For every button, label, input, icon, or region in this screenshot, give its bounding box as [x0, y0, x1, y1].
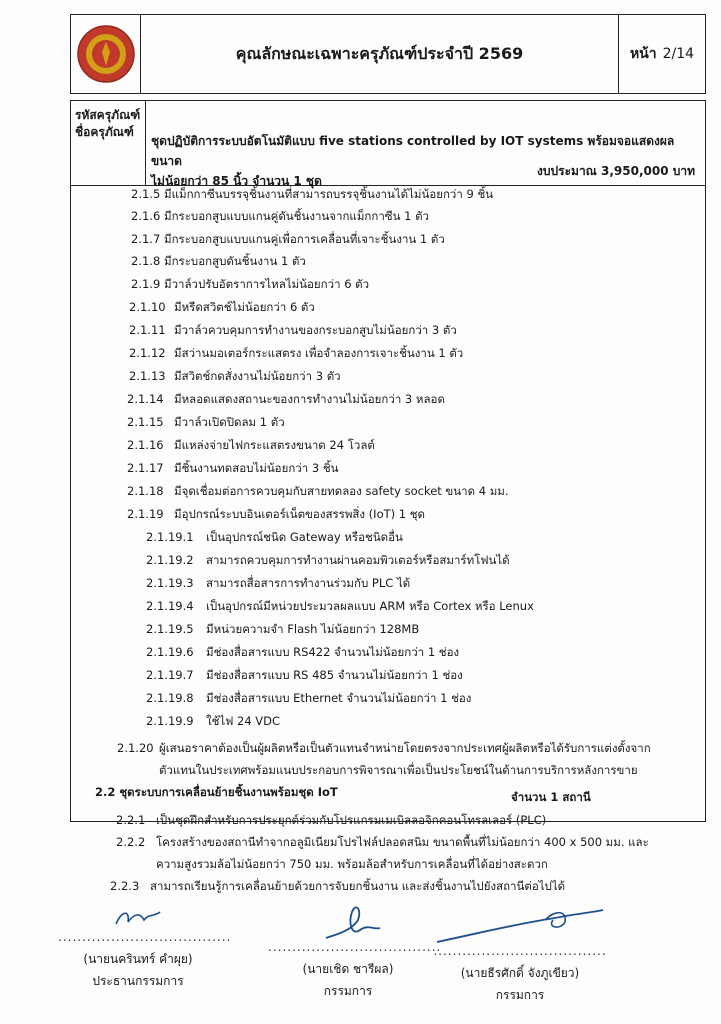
signature-line: .................................... [268, 940, 442, 954]
list-item-continuation: ความสูงรวมล้อไม่น้อยกว่า 750 มม. พร้อมล้อสำหรับการเคลื่อนที่ได้อย่างสะดวก [156, 857, 548, 871]
equipment-info-box [70, 100, 706, 186]
list-item: 2.2.1 เป็นชุดฝึกสำหรับการประยุกต์ร่วมกับโปรแกรมเมเบิลลอจิกคอนโทรลเลอร์ (PLC) [116, 813, 547, 827]
list-item: 2.1.20 ผู้เสนอราคาต้องเป็นผู้ผลิตหรือเป็นตัวแทนจำหน่ายโดยตรงจากประเทศผู้ผลิตหรือได้รับการแต่งตั้งจาก [117, 741, 651, 755]
list-item: 2.1.17 มีชิ้นงานทดสอบไม่น้อยกว่า 3 ชิ้น [127, 461, 339, 475]
signature-line: .................................... [433, 944, 607, 958]
sub-list-item: 2.1.19.5 มีหน่วยความจำ Flash ไม่น้อยกว่า 128MB [146, 622, 420, 636]
list-item: 2.1.15 มีวาล์วเปิดปิดลม 1 ตัว [127, 415, 285, 429]
sub-list-item: 2.1.19.9 ใช้ไฟ 24 VDC [146, 714, 281, 728]
page-indicator [619, 15, 705, 93]
list-item: 2.1.16 มีแหล่งจ่ายไฟกระแสตรงขนาด 24 โวลต์ [127, 438, 375, 452]
signature-line: .................................... [58, 930, 232, 944]
list-item: 2.1.10 มีหรีดสวิตช์ไม่น้อยกว่า 6 ตัว [129, 300, 315, 314]
signature-block-chair [58, 906, 232, 992]
list-item: 2.1.14 มีหลอดแสดงสถานะของการทำงานไม่น้อยกว่า 3 หลอด [127, 392, 445, 406]
sub-list-item: 2.1.19.2 สามารถควบคุมการทำงานผ่านคอมพิวเตอร์หรือสมาร์ทโฟนได้ [146, 553, 510, 567]
list-item: 2.1.18 มีจุดเชื่อมต่อการควบคุมกับสายทดลอง safety socket ขนาด 4 มม. [127, 484, 509, 498]
section-quantity: จำนวน 1 สถานี [511, 790, 591, 804]
sub-list-item: 2.1.19.6 มีช่องสื่อสารแบบ RS422 จำนวนไม่น้อยกว่า 1 ช่อง [146, 645, 460, 659]
sub-list-item: 2.1.19.1 เป็นอุปกรณ์ชนิด Gateway หรือชนิดอื่น [146, 530, 403, 544]
list-item: 2.1.9 มีวาล์วปรับอัตราการไหลไม่น้อยกว่า 6 ตัว [131, 277, 370, 291]
signature-block-member1 [268, 900, 442, 1002]
vocational-education-logo [76, 24, 136, 84]
list-item: 2.1.5 มีแม็กกาซีนบรรจุชิ้นงานที่สามารถบรรจุชิ้นงานได้ไม่น้อยกว่า 9 ชิ้น [131, 187, 494, 201]
budget-amount: งบประมาณ 3,950,000 บาท [537, 164, 695, 178]
list-item: 2.2.3 สามารถเรียนรู้การเคลื่อนย้ายด้วยการจับยกชิ้นงาน และส่งชิ้นงานไปยังสถานีต่อไปได้ [110, 879, 566, 893]
label-column [71, 101, 146, 185]
document-title: คุณลักษณะเฉพาะครุภัณฑ์ประจำปี 2569 [235, 43, 524, 63]
code-label: รหัสครุภัณฑ์ [75, 108, 141, 122]
signer-role: กรรมการ [495, 988, 545, 1002]
sub-list-item: 2.1.19.7 มีช่องสื่อสารแบบ RS 485 จำนวนไม่น้อยกว่า 1 ช่อง [146, 668, 463, 682]
sub-list-item: 2.1.19.4 เป็นอุปกรณ์มีหน่วยประมวลผลแบบ ARM หรือ Cortex หรือ Lenux [146, 599, 534, 613]
list-item: 2.1.12 มีสว่านมอเตอร์กระแสตรง เพื่อจำลองการเจาะชิ้นงาน 1 ตัว [129, 346, 464, 360]
title-cell [141, 15, 619, 93]
signer-role: กรรมการ [323, 984, 373, 998]
header-box [70, 14, 706, 94]
list-item: 2.1.19 มีอุปกรณ์ระบบอินเตอร์เน็ตของสรรพสิ่ง (IoT) 1 ชุด [127, 507, 426, 521]
sub-list-item: 2.1.19.8 มีช่องสื่อสารแบบ Ethernet จำนวนไม่น้อยกว่า 1 ช่อง [146, 691, 472, 705]
list-item: 2.1.11 มีวาล์วควบคุมการทำงานของกระบอกสูบไม่น้อยกว่า 3 ตัว [129, 323, 457, 337]
list-item-continuation: ตัวแทนในประเทศพร้อมแนบประกอบการพิจารณาเพื่อเป็นประโยชน์ในด้านการบริการหลังการขาย [159, 763, 638, 777]
list-item: 2.1.7 มีกระบอกสูบแบบแกนคู่เพื่อการเคลื่อนที่เจาะชิ้นงาน 1 ตัว [131, 232, 445, 246]
page-number: 2/14 [662, 46, 695, 62]
signature-block-member2 [430, 906, 610, 1006]
page-label: หน้า [629, 46, 657, 62]
signer-name: (นายนครินทร์ คำผุย) [83, 952, 193, 966]
spec-content [70, 186, 706, 822]
list-item: 2.1.8 มีกระบอกสูบดันชิ้นงาน 1 ตัว [131, 254, 306, 268]
equipment-name-line1: ชุดปฏิบัติการระบบอัตโนมัติแบบ five stations controlled by IOT systems พร้อมจอแสดงผลขนาด [151, 134, 675, 168]
equipment-name [151, 131, 697, 191]
signer-name: (นายเชิด ชารีผล) [302, 962, 394, 976]
list-item: 2.2.2 โครงสร้างของสถานีทำจากอลูมิเนียมโปรไฟล์ปลอดสนิม ขนาดพื้นที่ไม่น้อยกว่า 400 x 500 มม. และ [116, 835, 649, 849]
list-item: 2.1.6 มีกระบอกสูบแบบแกนคู่ดันชิ้นงานจากแม็กกาซีน 1 ตัว [131, 209, 430, 223]
list-item: 2.1.13 มีสวิตช์กดสั่งงานไม่น้อยกว่า 3 ตัว [129, 369, 341, 383]
sub-list-item: 2.1.19.3 สามารถสื่อสารการทำงานร่วมกับ PLC ได้ [146, 576, 411, 590]
name-label: ชื่อครุภัณฑ์ [75, 125, 134, 139]
section-heading: 2.2 ชุดระบบการเคลื่อนย้ายชิ้นงานพร้อมชุด IoT [95, 785, 338, 799]
signer-role: ประธานกรรมการ [92, 974, 184, 988]
equipment-name-line2: ไม่น้อยกว่า 85 นิ้ว จำนวน 1 ชุด [151, 174, 322, 188]
logo-cell [71, 15, 141, 93]
signer-name: (นายธีรศักดิ์ จังภูเขียว) [460, 966, 580, 980]
